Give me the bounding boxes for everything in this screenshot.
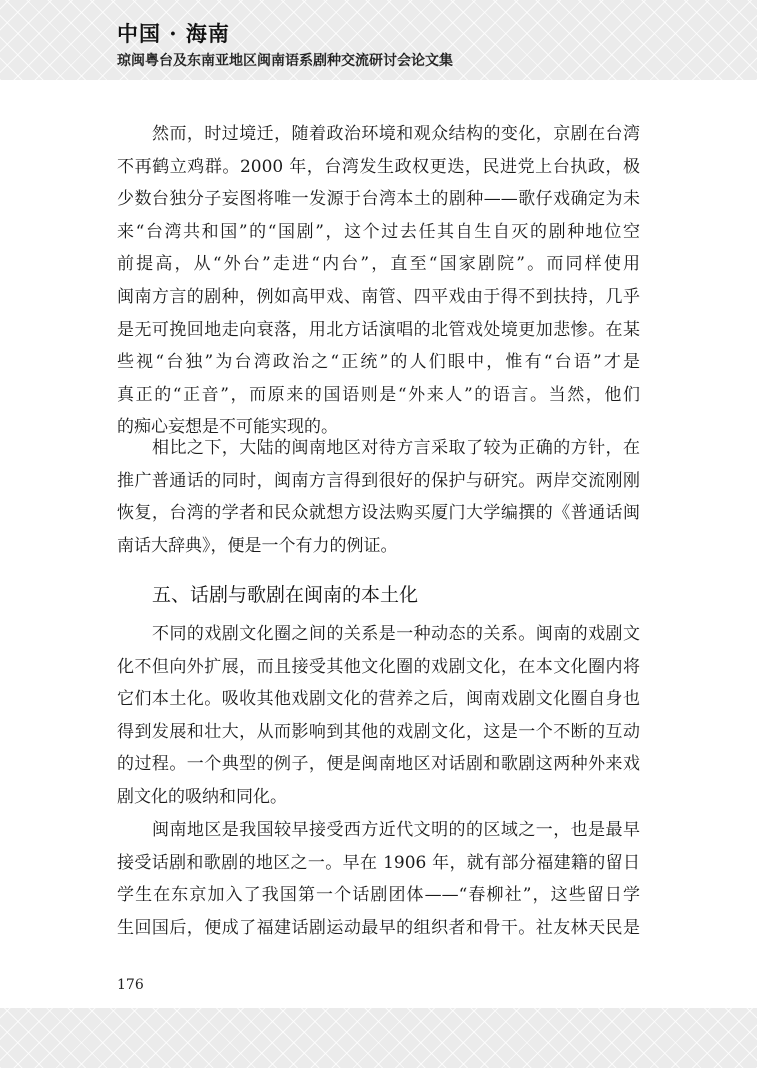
text-line: 剧文化的吸纳和同化。 [117, 786, 287, 807]
paragraph-block-3 [117, 618, 640, 814]
footer-band [0, 1008, 757, 1068]
text-line: 少数台独分子妄图将唯一发源于台湾本土的剧种——歌仔戏确定为未 [117, 189, 640, 210]
text-line: 的过程。一个典型的例子，便是闽南地区对话剧和歌剧这两种外来戏 [117, 754, 640, 775]
text-line: 前提高，从“外台”走进“内台”，直至“国家剧院”。而同样使用 [117, 254, 640, 275]
paragraph-block-4 [117, 814, 640, 944]
text-line: 是无可挽回地走向衰落，用北方话演唱的北管戏处境更加悲惨。在某 [117, 319, 640, 340]
section-heading: 五、话剧与歌剧在闽南的本土化 [152, 584, 419, 606]
paragraph-block-2 [117, 432, 640, 562]
text-line: 相比之下，大陆的闽南地区对待方言采取了较为正确的方针，在 [152, 438, 640, 458]
book-title: 中国 · 海南 [117, 21, 230, 46]
text-line: 不同的戏剧文化圈之间的关系是一种动态的关系。闽南的戏剧文 [152, 624, 640, 644]
text-line: 不再鹤立鸡群。2000 年，台湾发生政权更迭，民进党上台执政，极 [117, 156, 640, 177]
text-line: 恢复，台湾的学者和民众就想方设法购买厦门大学编撰的《普通话闽 [117, 503, 640, 524]
text-line: 闽南方言的剧种，例如高甲戏、南管、四平戏由于得不到扶持，几乎 [117, 286, 640, 307]
text-line: 化不但向外扩展，而且接受其他文化圈的戏剧文化，在本文化圈内将 [117, 656, 640, 677]
text-line: 推广普通话的同时，闽南方言得到很好的保护与研究。两岸交流刚刚 [117, 470, 640, 491]
text-line: 南话大辞典》，便是一个有力的例证。 [117, 535, 398, 556]
text-line: 得到发展和壮大，从而影响到其他的戏剧文化，这是一个不断的互动 [117, 721, 640, 742]
page-number: 176 [117, 977, 144, 993]
text-line: 学生在东京加入了我国第一个话剧团体——“春柳社”，这些留日学 [117, 885, 640, 906]
text-line: 接受话剧和歌剧的地区之一。早在 1906 年，就有部分福建籍的留日 [117, 852, 640, 873]
text-line: 的痴心妄想是不可能实现的。 [117, 417, 338, 438]
text-line: 然而，时过境迁，随着政治环境和观众结构的变化，京剧在台湾 [152, 124, 640, 144]
paragraph-block-1 [117, 118, 640, 444]
text-line: 真正的“正音”，而原来的国语则是“外来人”的语言。当然，他们 [117, 384, 640, 405]
book-subtitle: 琼闽粤台及东南亚地区闽南语系剧种交流研讨会论文集 [117, 53, 453, 69]
text-line: 闽南地区是我国较早接受西方近代文明的的区域之一，也是最早 [152, 820, 640, 840]
header-band [0, 0, 757, 80]
text-line: 它们本土化。吸收其他戏剧文化的营养之后，闽南戏剧文化圈自身也 [117, 689, 640, 710]
text-line: 些视“台独”为台湾政治之“正统”的人们眼中，惟有“台语”才是 [117, 352, 640, 373]
text-line: 生回国后，便成了福建话剧运动最早的组织者和骨干。社友林天民是 [117, 917, 640, 938]
text-line: 来“台湾共和国”的“国剧”，这个过去任其自生自灭的剧种地位空 [117, 221, 640, 242]
